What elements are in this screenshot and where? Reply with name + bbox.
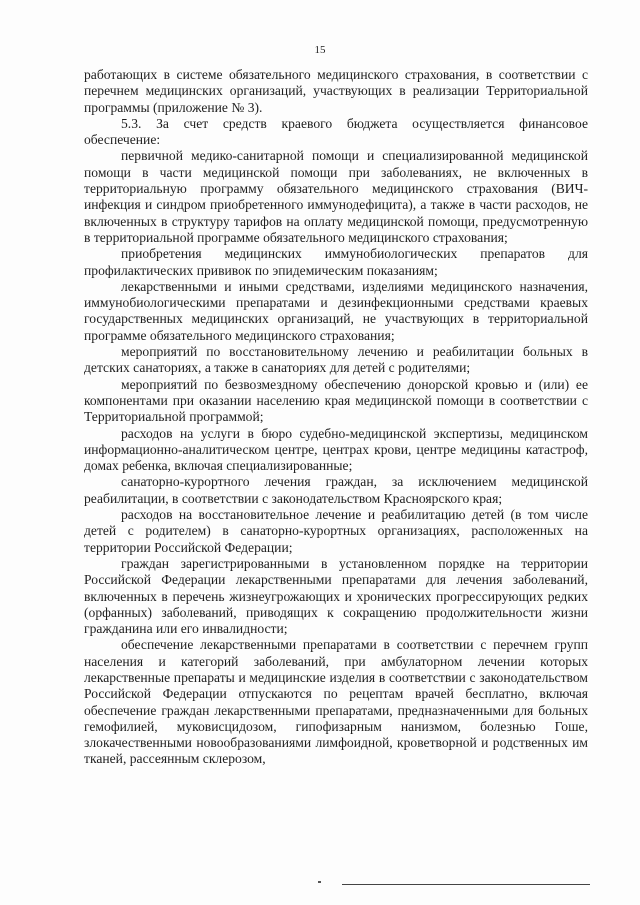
footer-rule: [342, 884, 590, 885]
paragraph: работающих в системе обязательного медицинского страхования, в соответствии с перечнем медицинских организаций, участвующих в реализации Территориальной программы (приложение № 3).: [84, 67, 588, 115]
paragraph: мероприятий по безвозмездному обеспечению донорской кровью и (или) ее компонентами при оказании населению края медицинской помощи в соответствии с Территориальной программой;: [84, 376, 588, 425]
page-number: 15: [314, 44, 326, 56]
body-text: [84, 67, 588, 768]
paragraph: приобретения медицинских иммунобиологических препаратов для профилактических прививок по эпидемическим показаниям;: [84, 246, 588, 278]
paragraph: обеспечение лекарственными препаратами в соответствии с перечнем групп населения и категорий заболеваний, при амбулаторном лечении которых лекарственные препараты и медицинские изделия в соответствии с законодательством Российской Федерации отпускаются по рецептам врачей бесплатно, включая обеспечение граждан лекарственными препаратами, предназначенными для больных гемофилией, муковисцидозом, гипофизарным нанизмом, болезнью Гоше, злокачественными новообразованиями лимфоидной, кроветворной и родственных им тканей, рассеянным склерозом,: [84, 637, 588, 767]
paragraph: граждан зарегистрированными в установленном порядке на территории Российской Федерации лекарственными препаратами для лечения заболеваний, включенных в перечень жизнеугрожающих и хронических прогрессирующих редких (орфанных) заболеваний, приводящих к сокращению продолжительности жизни гражданина или его инвалидности;: [84, 555, 588, 637]
paragraph: санаторно-курортного лечения граждан, за исключением медицинской реабилитации, в соответствии с законодательством Красноярского края;: [84, 474, 588, 506]
paragraph: 5.3. За счет средств краевого бюджета осуществляется финансовое обеспечение:: [84, 115, 588, 148]
paragraph: мероприятий по восстановительному лечению и реабилитации больных в детских санаториях, а также в санаториях для детей с родителями;: [84, 344, 588, 376]
paragraph: расходов на восстановительное лечение и реабилитацию детей (в том числе детей с родителем) в санаторно-курортных организациях, расположенных на территории Российской Федерации;: [84, 507, 588, 555]
paragraph: расходов на услуги в бюро судебно-медицинской экспертизы, медицинском информационно-аналитическом центре, центрах крови, центре медицины катастроф, домах ребенка, включая специализированные;: [84, 425, 588, 474]
scan-mark: [318, 881, 321, 883]
paragraph: первичной медико-санитарной помощи и специализированной медицинской помощи в части медицинской помощи при заболеваниях, не включенных в территориальную программу обязательного медицинского страхования (ВИЧ-инфекция и синдром приобретенного иммунодефицита), а также в части расходов, не включенных в структуру тарифов на оплату медицинской помощи, предусмотренную в территориальной программе обязательного медицинского страхования;: [84, 148, 588, 245]
paragraph: лекарственными и иными средствами, изделиями медицинского назначения, иммунобиологическими препаратами и дезинфекционными средствами краевых государственных медицинских организаций, не участвующих в территориальной программе обязательного медицинского страхования;: [84, 278, 588, 343]
